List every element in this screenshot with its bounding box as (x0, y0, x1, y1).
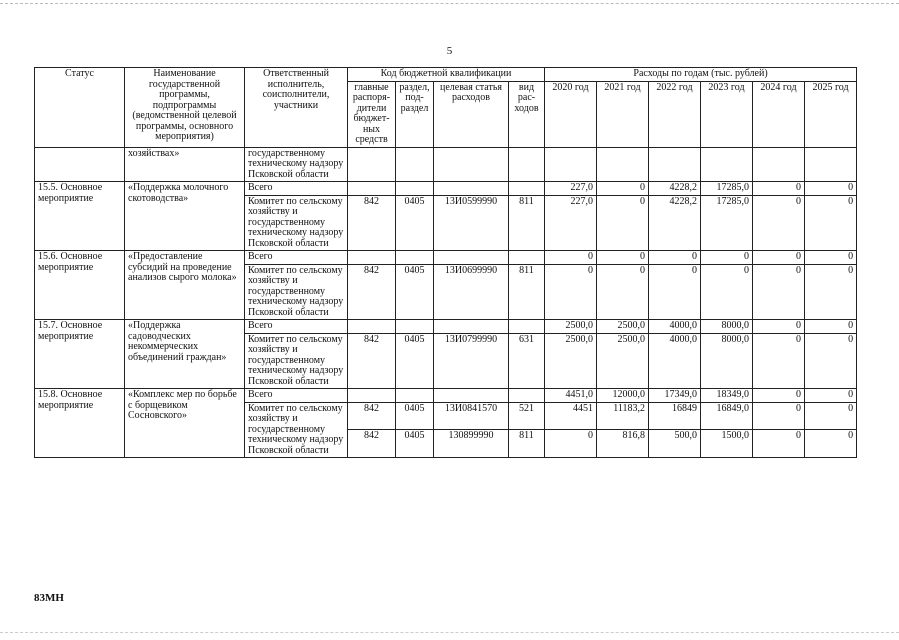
continuation-executor: государственному техническому надзору Псковской области (245, 147, 348, 182)
header-section: раздел, под-раздел (396, 81, 434, 147)
year-value-2020: 227,0 (545, 182, 597, 196)
kind-code: 631 (509, 333, 545, 389)
year-value-2021: 12000,0 (597, 389, 649, 403)
section-code (396, 182, 434, 196)
executor-committee: Комитет по сельскому хозяйству и государственному техническому надзору Псковской области (245, 264, 348, 320)
footer-code: 83МН (34, 592, 64, 604)
table-body (35, 147, 857, 458)
item-name: «Комплекс мер по борьбе с борщевиком Сосновского» (125, 389, 245, 458)
target-code (434, 251, 509, 265)
empty-cell (805, 147, 857, 182)
grbs-code (348, 389, 396, 403)
year-value-2021: 0 (597, 251, 649, 265)
header-year-2020: 2020 год (545, 81, 597, 147)
item-name: «Предоставление субсидий на проведение анализов сырого молока» (125, 251, 245, 320)
empty-cell (649, 147, 701, 182)
item-status: 15.6. Основное мероприятие (35, 251, 125, 320)
section-code: 0405 (396, 264, 434, 320)
item-total-row (35, 389, 857, 403)
year-value-2022: 4000,0 (649, 333, 701, 389)
item-name: «Поддержка молочного скотоводства» (125, 182, 245, 251)
section-code: 0405 (396, 402, 434, 430)
item-status: 15.8. Основное мероприятие (35, 389, 125, 458)
executor-total: Всего (245, 182, 348, 196)
empty-cell (396, 147, 434, 182)
target-code (434, 389, 509, 403)
kind-code (509, 320, 545, 334)
executor-total: Всего (245, 251, 348, 265)
header-year-2025: 2025 год (805, 81, 857, 147)
page-number: 5 (446, 45, 453, 57)
year-value-2025: 0 (805, 264, 857, 320)
header-target: целевая статья расходов (434, 81, 509, 147)
scan-edge-top (0, 3, 899, 4)
year-value-2024: 0 (753, 320, 805, 334)
header-executor: Ответственный исполнитель, соисполнители, участники (245, 68, 348, 148)
grbs-code (348, 251, 396, 265)
year-value-2020: 2500,0 (545, 320, 597, 334)
year-value-2024: 0 (753, 264, 805, 320)
year-value-2021: 2500,0 (597, 320, 649, 334)
year-value-2023: 16849,0 (701, 402, 753, 430)
section-code (396, 320, 434, 334)
item-total-row (35, 320, 857, 334)
grbs-code: 842 (348, 195, 396, 251)
year-value-2022: 0 (649, 251, 701, 265)
year-value-2021: 11183,2 (597, 402, 649, 430)
year-value-2021: 0 (597, 182, 649, 196)
year-value-2025: 0 (805, 430, 857, 458)
header-year-2023: 2023 год (701, 81, 753, 147)
target-code: 130899990 (434, 430, 509, 458)
year-value-2022: 0 (649, 264, 701, 320)
year-value-2023: 0 (701, 264, 753, 320)
target-code (434, 182, 509, 196)
grbs-code: 842 (348, 264, 396, 320)
item-total-row (35, 182, 857, 196)
target-code: 13И0799990 (434, 333, 509, 389)
kind-code: 521 (509, 402, 545, 430)
year-value-2025: 0 (805, 251, 857, 265)
year-value-2025: 0 (805, 333, 857, 389)
header-year-2022: 2022 год (649, 81, 701, 147)
empty-cell (597, 147, 649, 182)
executor-committee: Комитет по сельскому хозяйству и государственному техническому надзору Псковской области (245, 333, 348, 389)
year-value-2023: 1500,0 (701, 430, 753, 458)
item-status: 15.7. Основное мероприятие (35, 320, 125, 389)
kind-code (509, 182, 545, 196)
year-value-2022: 17349,0 (649, 389, 701, 403)
year-value-2024: 0 (753, 251, 805, 265)
kind-code (509, 251, 545, 265)
year-value-2022: 500,0 (649, 430, 701, 458)
scan-edge-bottom (0, 632, 899, 633)
empty-cell (509, 147, 545, 182)
empty-cell (434, 147, 509, 182)
year-value-2020: 4451 (545, 402, 597, 430)
grbs-code (348, 182, 396, 196)
header-year-2024: 2024 год (753, 81, 805, 147)
section-code (396, 251, 434, 265)
header-budget-code: Код бюджетной квалификации (348, 68, 545, 82)
year-value-2024: 0 (753, 430, 805, 458)
header-year-2021: 2021 год (597, 81, 649, 147)
executor-total: Всего (245, 320, 348, 334)
year-value-2021: 0 (597, 264, 649, 320)
section-code (396, 389, 434, 403)
section-code: 0405 (396, 195, 434, 251)
continuation-row (35, 147, 857, 182)
year-value-2023: 8000,0 (701, 333, 753, 389)
year-value-2023: 0 (701, 251, 753, 265)
year-value-2025: 0 (805, 182, 857, 196)
budget-table (34, 67, 857, 458)
year-value-2024: 0 (753, 333, 805, 389)
year-value-2021: 2500,0 (597, 333, 649, 389)
year-value-2021: 0 (597, 195, 649, 251)
year-value-2020: 227,0 (545, 195, 597, 251)
grbs-code: 842 (348, 402, 396, 430)
section-code: 0405 (396, 333, 434, 389)
header-name: Наименование государственной программы, подпрограммы (ведомственной целевой программы, основного мероприятия) (125, 68, 245, 148)
grbs-code: 842 (348, 333, 396, 389)
executor-committee: Комитет по сельскому хозяйству и государственному техническому надзору Псковской области (245, 402, 348, 458)
continuation-status (35, 147, 125, 182)
year-value-2024: 0 (753, 195, 805, 251)
grbs-code: 842 (348, 430, 396, 458)
year-value-2025: 0 (805, 195, 857, 251)
header-kind: вид рас-ходов (509, 81, 545, 147)
empty-cell (348, 147, 396, 182)
section-code: 0405 (396, 430, 434, 458)
kind-code: 811 (509, 430, 545, 458)
item-total-row (35, 251, 857, 265)
target-code (434, 320, 509, 334)
year-value-2023: 8000,0 (701, 320, 753, 334)
year-value-2025: 0 (805, 402, 857, 430)
year-value-2023: 18349,0 (701, 389, 753, 403)
item-name: «Поддержка садоводческих некоммерческих объединений граждан» (125, 320, 245, 389)
year-value-2021: 816,8 (597, 430, 649, 458)
year-value-2022: 4228,2 (649, 182, 701, 196)
year-value-2023: 17285,0 (701, 195, 753, 251)
year-value-2022: 16849 (649, 402, 701, 430)
executor-total: Всего (245, 389, 348, 403)
year-value-2020: 0 (545, 251, 597, 265)
year-value-2022: 4000,0 (649, 320, 701, 334)
empty-cell (545, 147, 597, 182)
target-code: 13И0599990 (434, 195, 509, 251)
year-value-2024: 0 (753, 389, 805, 403)
year-value-2020: 0 (545, 264, 597, 320)
year-value-2024: 0 (753, 182, 805, 196)
empty-cell (753, 147, 805, 182)
year-value-2025: 0 (805, 320, 857, 334)
year-value-2020: 4451,0 (545, 389, 597, 403)
year-value-2025: 0 (805, 389, 857, 403)
year-value-2020: 2500,0 (545, 333, 597, 389)
item-status: 15.5. Основное мероприятие (35, 182, 125, 251)
continuation-name: хозяйствах» (125, 147, 245, 182)
year-value-2023: 17285,0 (701, 182, 753, 196)
kind-code: 811 (509, 264, 545, 320)
year-value-2020: 0 (545, 430, 597, 458)
header-grbs: главные распоря-дители бюджет-ных средств (348, 81, 396, 147)
kind-code (509, 389, 545, 403)
target-code: 13И0699990 (434, 264, 509, 320)
year-value-2022: 4228,2 (649, 195, 701, 251)
header-status: Статус (35, 68, 125, 148)
empty-cell (701, 147, 753, 182)
grbs-code (348, 320, 396, 334)
year-value-2024: 0 (753, 402, 805, 430)
executor-committee: Комитет по сельскому хозяйству и государственному техническому надзору Псковской области (245, 195, 348, 251)
header-expenses: Расходы по годам (тыс. рублей) (545, 68, 857, 82)
kind-code: 811 (509, 195, 545, 251)
target-code: 13И0841570 (434, 402, 509, 430)
table-header (35, 68, 857, 148)
